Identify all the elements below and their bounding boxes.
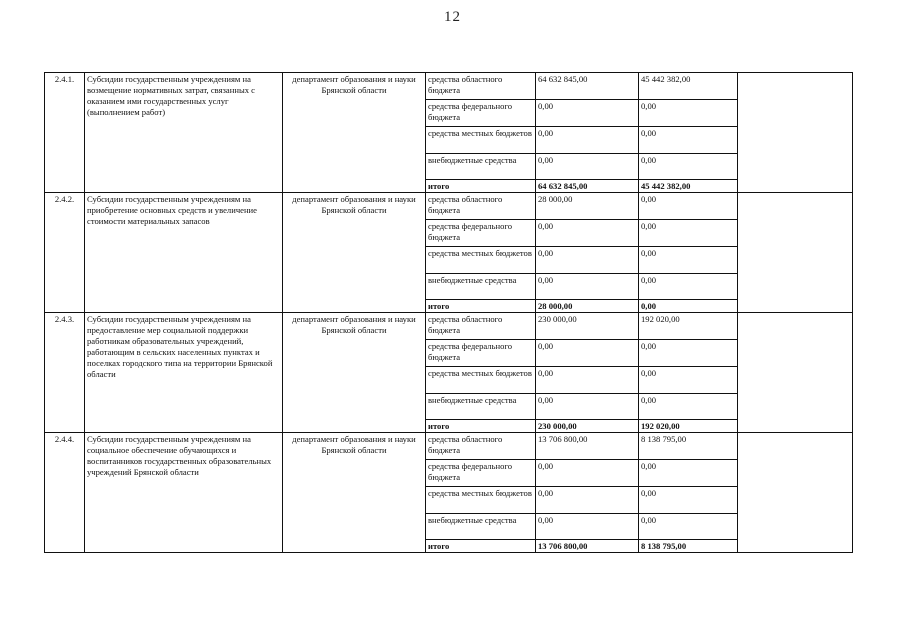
funding-source: средства областного бюджета [426, 73, 536, 100]
planned-amount: 0,00 [536, 340, 639, 367]
notes-cell [738, 193, 853, 313]
funding-source: внебюджетные средства [426, 514, 536, 540]
actual-amount: 0,00 [639, 340, 738, 367]
funding-source: средства федерального бюджета [426, 220, 536, 247]
funding-source: средства федерального бюджета [426, 460, 536, 487]
actual-amount: 192 020,00 [639, 313, 738, 340]
funding-source: средства местных бюджетов [426, 367, 536, 394]
actual-amount: 8 138 795,00 [639, 433, 738, 460]
funding-source: внебюджетные средства [426, 394, 536, 420]
responsible-executor: департамент образования и науки Брянской области [283, 313, 426, 433]
funding-source: средства местных бюджетов [426, 247, 536, 274]
section-description: Субсидии государственным учреждениям на возмещение нормативных затрат, связанных с оказанием ими государственных услуг (выполнением работ) [85, 73, 283, 193]
budget-table-body [45, 73, 853, 553]
notes-cell [738, 433, 853, 553]
total-label: итого [426, 540, 536, 553]
planned-amount: 0,00 [536, 367, 639, 394]
planned-amount: 0,00 [536, 154, 639, 180]
total-planned: 28 000,00 [536, 300, 639, 313]
actual-amount: 45 442 382,00 [639, 73, 738, 100]
actual-amount: 0,00 [639, 247, 738, 274]
responsible-executor: департамент образования и науки Брянской области [283, 433, 426, 553]
section-number: 2.4.4. [45, 433, 85, 553]
planned-amount: 0,00 [536, 514, 639, 540]
funding-source: средства местных бюджетов [426, 127, 536, 154]
actual-amount: 0,00 [639, 460, 738, 487]
responsible-executor: департамент образования и науки Брянской области [283, 193, 426, 313]
planned-amount: 0,00 [536, 394, 639, 420]
total-actual: 0,00 [639, 300, 738, 313]
actual-amount: 0,00 [639, 394, 738, 420]
planned-amount: 28 000,00 [536, 193, 639, 220]
notes-cell [738, 313, 853, 433]
actual-amount: 0,00 [639, 193, 738, 220]
notes-cell [738, 73, 853, 193]
planned-amount: 13 706 800,00 [536, 433, 639, 460]
actual-amount: 0,00 [639, 100, 738, 127]
planned-amount: 230 000,00 [536, 313, 639, 340]
section-description: Субсидии государственным учреждениям на предоставление мер социальной поддержки работникам образовательных учреждений, работающим в сельских населенных пунктах и поселках городского типа на территории Брянской области [85, 313, 283, 433]
table-row [45, 193, 853, 220]
funding-source: средства федерального бюджета [426, 340, 536, 367]
total-planned: 230 000,00 [536, 420, 639, 433]
actual-amount: 0,00 [639, 154, 738, 180]
actual-amount: 0,00 [639, 127, 738, 154]
actual-amount: 0,00 [639, 367, 738, 394]
planned-amount: 0,00 [536, 220, 639, 247]
total-label: итого [426, 300, 536, 313]
funding-source: средства областного бюджета [426, 433, 536, 460]
planned-amount: 0,00 [536, 127, 639, 154]
planned-amount: 0,00 [536, 100, 639, 127]
total-planned: 13 706 800,00 [536, 540, 639, 553]
section-description: Субсидии государственным учреждениям на социальное обеспечение обучающихся и воспитанников государственных образовательных учреждений Брянской области [85, 433, 283, 553]
section-description: Субсидии государственным учреждениям на приобретение основных средств и увеличение стоимости материальных запасов [85, 193, 283, 313]
planned-amount: 0,00 [536, 247, 639, 274]
funding-source: внебюджетные средства [426, 274, 536, 300]
actual-amount: 0,00 [639, 274, 738, 300]
responsible-executor: департамент образования и науки Брянской области [283, 73, 426, 193]
total-actual: 8 138 795,00 [639, 540, 738, 553]
section-number: 2.4.2. [45, 193, 85, 313]
table-row [45, 73, 853, 100]
table-row [45, 433, 853, 460]
total-actual: 192 020,00 [639, 420, 738, 433]
actual-amount: 0,00 [639, 487, 738, 514]
total-label: итого [426, 180, 536, 193]
planned-amount: 0,00 [536, 274, 639, 300]
funding-source: средства местных бюджетов [426, 487, 536, 514]
funding-source: средства областного бюджета [426, 313, 536, 340]
budget-table [44, 72, 853, 553]
section-number: 2.4.1. [45, 73, 85, 193]
total-label: итого [426, 420, 536, 433]
funding-source: средства областного бюджета [426, 193, 536, 220]
total-actual: 45 442 382,00 [639, 180, 738, 193]
planned-amount: 0,00 [536, 460, 639, 487]
table-row [45, 313, 853, 340]
planned-amount: 0,00 [536, 487, 639, 514]
planned-amount: 64 632 845,00 [536, 73, 639, 100]
actual-amount: 0,00 [639, 220, 738, 247]
total-planned: 64 632 845,00 [536, 180, 639, 193]
funding-source: внебюджетные средства [426, 154, 536, 180]
page-number: 12 [444, 9, 461, 25]
actual-amount: 0,00 [639, 514, 738, 540]
section-number: 2.4.3. [45, 313, 85, 433]
funding-source: средства федерального бюджета [426, 100, 536, 127]
